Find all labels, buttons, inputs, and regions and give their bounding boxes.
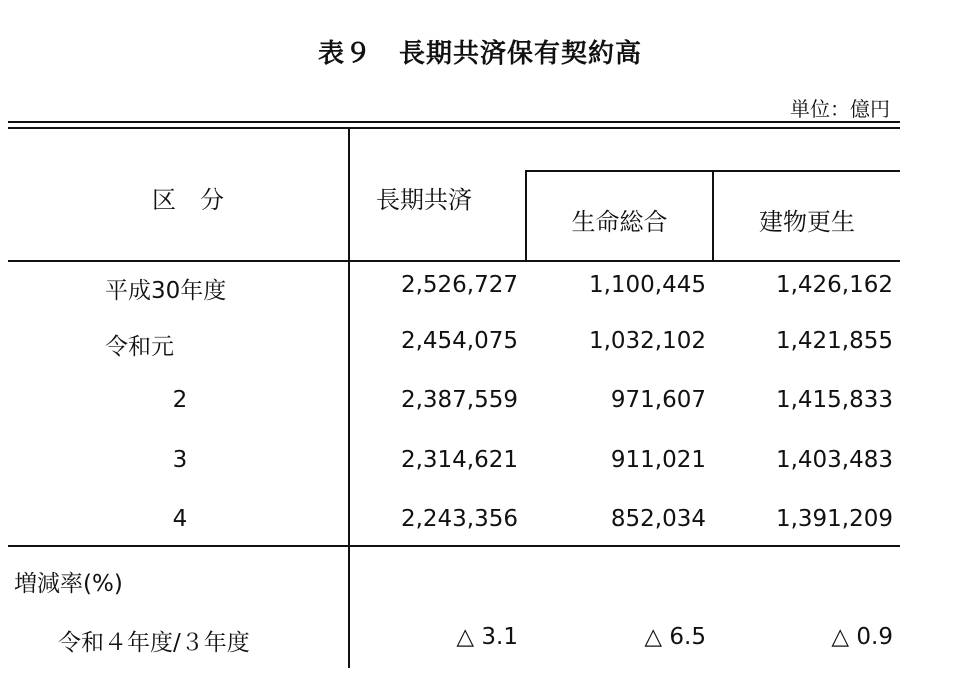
building-value: 1,415,833 xyxy=(775,387,893,413)
change-total-value: △ 3.1 xyxy=(456,624,518,650)
row-label: 令和元 xyxy=(105,334,174,360)
top-double-rule-upper xyxy=(8,121,900,123)
header-life: 生命総合 xyxy=(571,208,668,236)
total-value: 2,314,621 xyxy=(400,447,518,473)
building-value: 1,426,162 xyxy=(775,272,893,298)
change-life-value: △ 6.5 xyxy=(644,624,706,650)
header-bottom-rule xyxy=(8,260,900,262)
header-building: 建物更生 xyxy=(759,208,855,236)
total-value: 2,526,727 xyxy=(400,272,518,298)
change-building-value: △ 0.9 xyxy=(831,624,893,650)
total-value: 2,243,356 xyxy=(400,506,518,532)
table-title: 表９ 長期共済保有契約高 xyxy=(317,39,642,69)
row-label: 2 xyxy=(172,387,188,413)
row-label: 3 xyxy=(172,447,188,473)
row-label: 4 xyxy=(172,506,188,532)
building-value: 1,391,209 xyxy=(775,506,893,532)
building-value: 1,421,855 xyxy=(775,328,893,354)
change-rate-sublabel: 令和４年度/３年度 xyxy=(58,630,250,656)
top-double-rule-lower xyxy=(8,127,900,129)
life-value: 1,032,102 xyxy=(588,328,706,354)
life-value: 1,100,445 xyxy=(588,272,706,298)
change-section-rule xyxy=(8,545,900,547)
life-value: 852,034 xyxy=(610,506,706,532)
total-value: 2,387,559 xyxy=(400,387,518,413)
unit-label: 単位：億円 xyxy=(790,97,890,121)
header-category: 区 分 xyxy=(152,186,224,214)
header-total: 長期共済 xyxy=(376,186,472,214)
change-rate-label: 増減率(%) xyxy=(14,571,123,597)
life-value: 911,021 xyxy=(610,447,706,473)
total-value: 2,454,075 xyxy=(400,328,518,354)
row-label: 平成30年度 xyxy=(105,278,227,304)
building-value: 1,403,483 xyxy=(775,447,893,473)
life-value: 971,607 xyxy=(610,387,706,413)
